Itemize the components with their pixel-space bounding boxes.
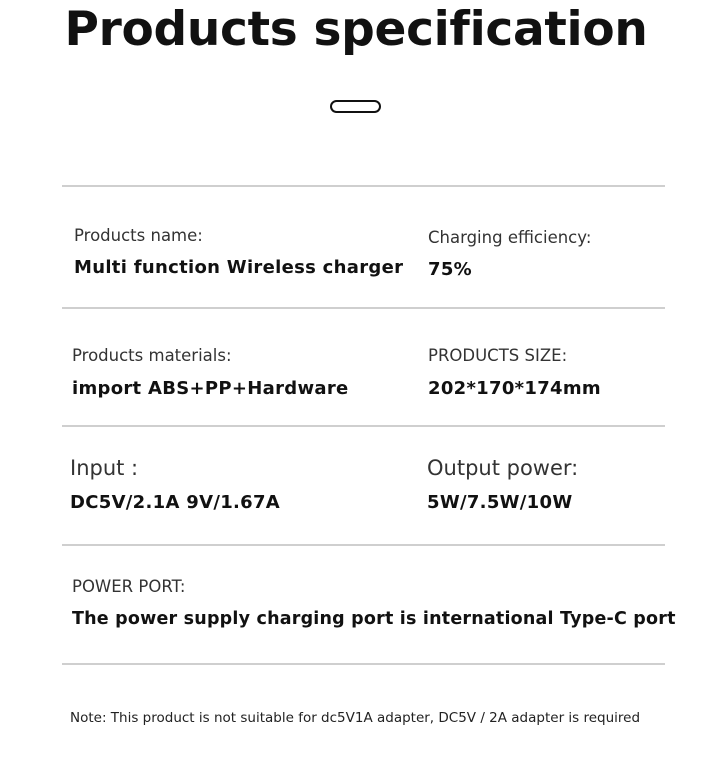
products-size-value: 202*170*174mm xyxy=(428,378,601,399)
output-power-label: Output power: xyxy=(427,456,579,480)
charging-efficiency-value: 75% xyxy=(428,259,472,280)
products-materials-value: import ABS+PP+Hardware xyxy=(72,378,349,399)
power-port-label: POWER PORT: xyxy=(72,577,186,596)
divider xyxy=(62,544,665,546)
page-title: Products specification xyxy=(64,2,648,57)
products-materials-label: Products materials: xyxy=(72,346,232,365)
output-power-value: 5W/7.5W/10W xyxy=(427,492,573,513)
products-size-label: PRODUCTS SIZE: xyxy=(428,346,568,365)
products-name-label: Products name: xyxy=(74,226,203,245)
title-divider-pill xyxy=(330,100,381,113)
input-label: Input : xyxy=(70,456,139,480)
divider xyxy=(62,663,665,665)
products-name-value: Multi function Wireless charger xyxy=(74,257,404,278)
power-port-value: The power supply charging port is international Type-C port xyxy=(72,609,676,629)
note-text: Note: This product is not suitable for dc5V1A adapter, DC5V / 2A adapter is required xyxy=(70,710,641,726)
input-value: DC5V/2.1A 9V/1.67A xyxy=(70,492,281,513)
charging-efficiency-label: Charging efficiency: xyxy=(428,228,592,247)
divider xyxy=(62,185,665,187)
divider xyxy=(62,307,665,309)
divider xyxy=(62,425,665,427)
